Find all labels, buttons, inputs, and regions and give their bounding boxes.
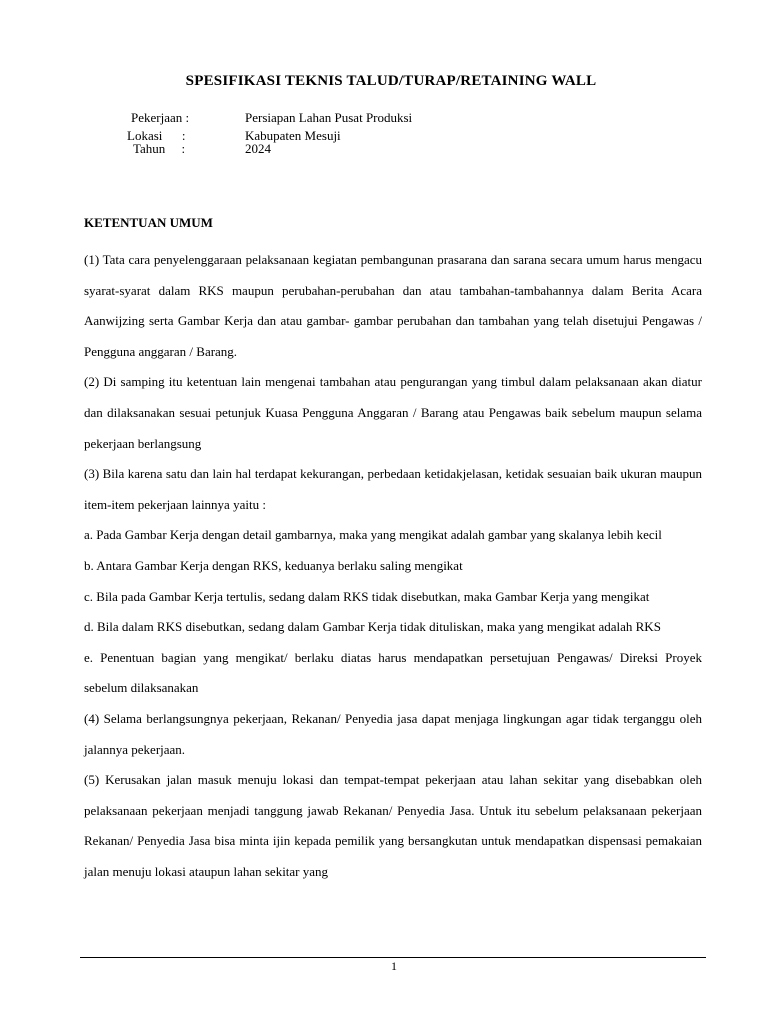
document-title: SPESIFIKASI TEKNIS TALUD/TURAP/RETAINING WALL bbox=[185, 73, 597, 89]
page-number: 1 bbox=[391, 959, 397, 973]
meta-value: 2024 bbox=[245, 141, 271, 156]
paragraph: (2) Di samping itu ketentuan lain mengenai tambahan atau pengurangan yang timbul dalam pelaksanaan akan diatur dan dilaksanakan sesuai petunjuk Kuasa Pengguna Anggaran / Barang atau Pengawas baik sebelum maupun selama pekerjaan berlangsung bbox=[84, 374, 702, 451]
meta-value: Persiapan Lahan Pusat Produksi bbox=[245, 110, 413, 125]
paragraph: (4) Selama berlangsungnya pekerjaan, Rekanan/ Penyedia jasa dapat menjaga lingkungan agar tidak terganggu oleh jalannya pekerjaan. bbox=[84, 710, 702, 757]
paragraph: (3) Bila karena satu dan lain hal terdapat kekurangan, perbedaan ketidakjelasan, ketidak sesuaian baik ukuran maupun item-item pekerjaan lainnya yaitu : bbox=[84, 466, 702, 512]
section-heading: KETENTUAN UMUM bbox=[84, 215, 213, 230]
list-item: d. Bila dalam RKS disebutkan, sedang dalam Gambar Kerja tidak dituliskan, maka yang mengikat adalah RKS bbox=[84, 619, 661, 635]
paragraph: (1) Tata cara penyelenggaraan pelaksanaan kegiatan pembangunan prasarana dan sarana secara umum harus mengacu syarat-syarat dalam RKS maupun perubahan-perubahan dan atau tambahan-tambahannya dalam Berita Acara Aanwijzing serta Gambar Kerja dan atau gambar- gambar perubahan dan tambahan yang telah disetujui Pengawas / Pengguna anggaran / Barang. bbox=[84, 252, 702, 359]
meta-label: Lokasi : bbox=[127, 128, 186, 143]
list-item: a. Pada Gambar Kerja dengan detail gambarnya, maka yang mengikat adalah gambar yang skalanya lebih kecil bbox=[84, 527, 662, 543]
list-item: c. Bila pada Gambar Kerja tertulis, sedang dalam RKS tidak disebutkan, maka Gambar Kerja yang mengikat bbox=[84, 588, 650, 604]
meta-label: Tahun : bbox=[133, 141, 186, 156]
list-item: b. Antara Gambar Kerja dengan RKS, keduanya berlaku saling mengikat bbox=[84, 557, 463, 573]
paragraph: (5) Kerusakan jalan masuk menuju lokasi dan tempat-tempat pekerjaan atau lahan sekitar yang disebabkan oleh pelaksanaan pekerjaan menjadi tanggung jawab Rekanan/ Penyedia Jasa. Untuk itu sebelum pelaksanaan pekerjaan Rekanan/ Penyedia Jasa bisa minta ijin kepada pemilik yang bersangkutan untuk mendapatkan dispensasi pemakaian jalan menuju lokasi ataupun lahan sekitar yang bbox=[84, 772, 702, 879]
meta-value: Kabupaten Mesuji bbox=[245, 128, 341, 143]
document-body bbox=[84, 245, 702, 887]
footer-divider bbox=[80, 957, 706, 958]
list-item: e. Penentuan bagian yang mengikat/ berlaku diatas harus mendapatkan persetujuan Pengawas/ Direksi Proyek sebelum dilaksanakan bbox=[84, 649, 702, 696]
meta-label: Pekerjaan : bbox=[131, 110, 190, 125]
